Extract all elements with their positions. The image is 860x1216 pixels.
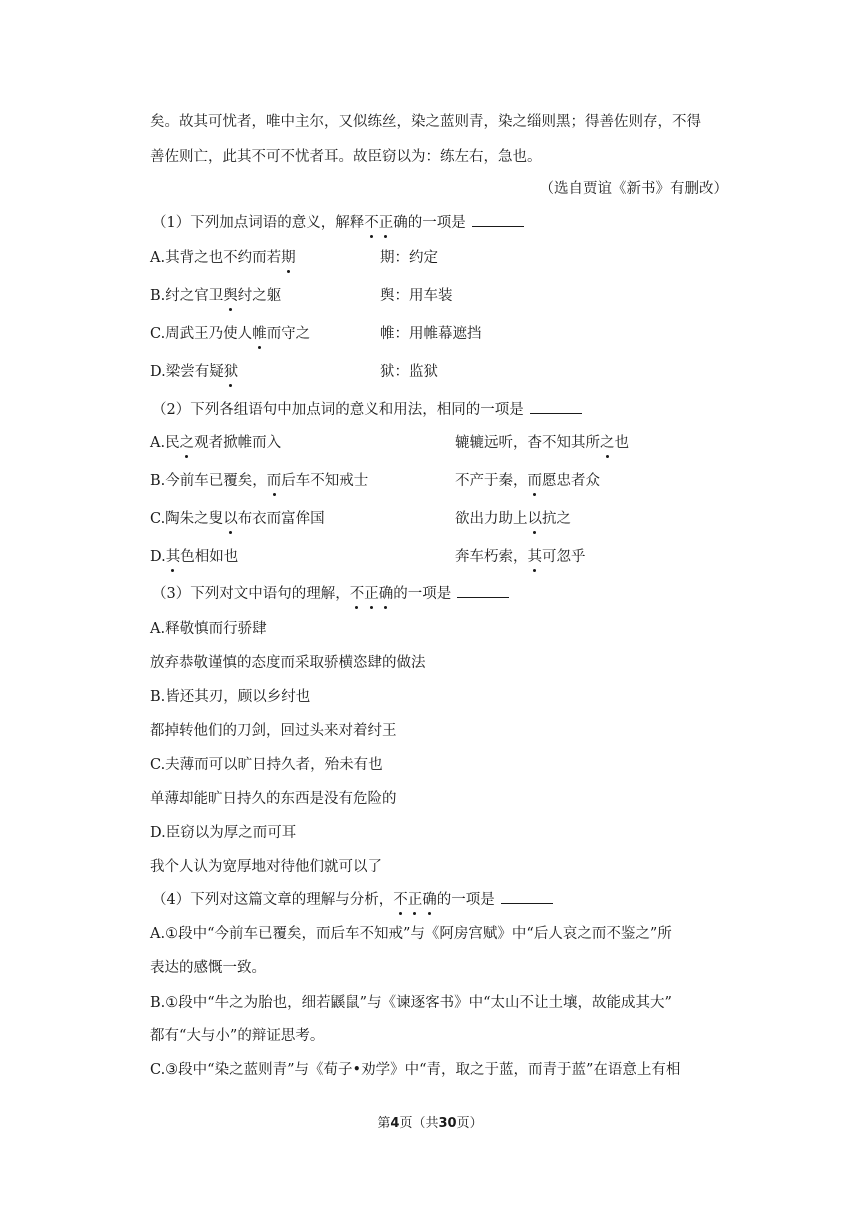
- q2-option-a-right: 辘辘远听，杳不知其所之也: [455, 435, 629, 451]
- q2-option-c-left: C.陶朱之叟以布衣而富侔国: [150, 511, 325, 527]
- passage-line-1: 矣。故其可忧者，唯中主尔，又似练丝，染之蓝则青，染之缁则黑；得善佐则存，不得: [150, 114, 701, 130]
- q3-item-c: C.夫薄而可以旷日持久者，殆未有也: [150, 757, 383, 773]
- q2-option-b-right: 不产于秦，而愿忠者众: [455, 473, 600, 489]
- q3-item-d-translation: 我个人认为宽厚地对待他们就可以了: [150, 859, 382, 875]
- q2-stem: （2）下列各组语句中加点词的意义和用法，相同的一项是: [152, 399, 582, 420]
- q2-option-d-left: D.其色相如也: [150, 549, 239, 565]
- q2-option-b-left: B.今前车已覆矣，而后车不知戒士: [150, 473, 369, 489]
- q2-option-a-left: A.民之观者掀帷而入: [150, 435, 282, 451]
- passage-source: （选自贾谊《新书》有删改）: [539, 181, 728, 197]
- q1-option-b: B.纣之官卫舆纣之躯: [150, 288, 282, 304]
- q1-gloss-a: 期：约定: [380, 250, 438, 266]
- passage-line-2: 善佐则亡，此其不可不忧者耳。故臣窃以为：练左右，急也。: [150, 149, 542, 165]
- q3-item-c-translation: 单薄却能旷日持久的东西是没有危险的: [150, 791, 397, 807]
- q4-stem: （4）下列对这篇文章的理解与分析，不正确的一项是: [152, 889, 553, 910]
- q3-item-b: B.皆还其刃，顾以乡纣也: [150, 689, 311, 705]
- page-footer: 第4页（共30页）: [377, 1116, 483, 1131]
- q4-option-c-line-1: C.③段中“染之蓝则青”与《荀子•劝学》中“青，取之于蓝，而青于蓝”在语意上有相: [150, 1062, 681, 1078]
- q4-option-b-line-1: B.①段中“牛之为胎也，细若鼷鼠”与《谏逐客书》中“太山不让土壤，故能成其大”: [150, 995, 672, 1011]
- q1-option-a: A.其背之也不约而若期: [150, 250, 296, 266]
- answer-blank[interactable]: [472, 212, 524, 227]
- q2-option-c-right: 欲出力助上以抗之: [455, 511, 571, 527]
- q4-option-a-line-1: A.①段中“今前车已覆矣，而后车不知戒”与《阿房宫赋》中“后人哀之而不鉴之”所: [150, 926, 672, 942]
- q2-option-d-right: 奔车朽索，其可忽乎: [455, 549, 586, 565]
- answer-blank[interactable]: [501, 889, 553, 904]
- q1-gloss-c: 帷：用帷幕遮挡: [380, 326, 482, 342]
- q3-stem: （3）下列对文中语句的理解，不正确的一项是: [152, 583, 509, 604]
- q1-gloss-d: 狱：监狱: [380, 364, 438, 380]
- page-number: 4: [390, 1116, 400, 1131]
- q1-option-d: D.梁尝有疑狱: [150, 364, 239, 380]
- q4-option-b-line-2: 都有“大与小”的辩证思考。: [150, 1028, 325, 1044]
- q3-item-a: A.释敬慎而行骄肆: [150, 621, 267, 637]
- total-pages: 30: [438, 1116, 457, 1131]
- q4-option-a-line-2: 表达的感慨一致。: [150, 960, 266, 976]
- answer-blank[interactable]: [457, 583, 509, 598]
- q3-item-b-translation: 都掉转他们的刀剑，回过头来对着纣王: [150, 723, 397, 739]
- q3-item-d: D.臣窃以为厚之而可耳: [150, 825, 297, 841]
- q1-option-c: C.周武王乃使人帷而守之: [150, 326, 311, 342]
- q1-gloss-b: 舆：用车装: [380, 288, 453, 304]
- q3-item-a-translation: 放弃恭敬谨慎的态度而采取骄横恣肆的做法: [150, 655, 426, 671]
- answer-blank[interactable]: [530, 399, 582, 414]
- q1-stem: （1）下列加点词语的意义，解释不正确的一项是: [152, 212, 524, 233]
